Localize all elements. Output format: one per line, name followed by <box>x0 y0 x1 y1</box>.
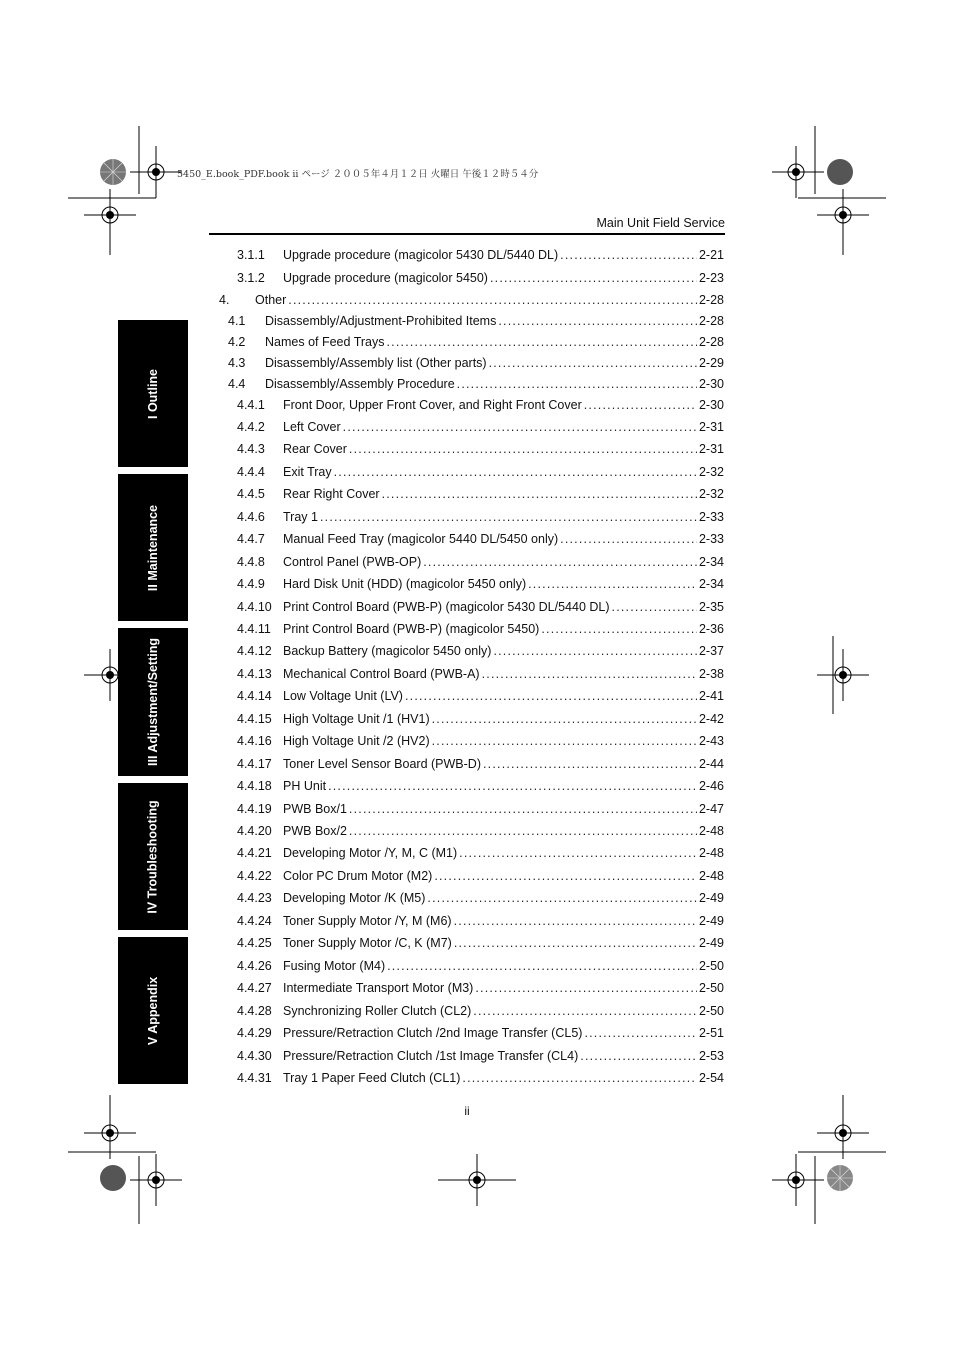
toc-page-number: 2-28 <box>698 335 724 349</box>
running-header: Main Unit Field Service <box>596 216 725 230</box>
toc-section-number: 4.4.10 <box>237 600 272 614</box>
toc-section-title: Hard Disk Unit (HDD) (magicolor 5450 only) <box>283 577 527 591</box>
toc-section-number: 3.1.2 <box>237 271 265 285</box>
toc-section-number: 4.4.22 <box>237 869 272 883</box>
toc-section-number: 4.4.8 <box>237 555 265 569</box>
toc-section-number: 4.4.23 <box>237 891 272 905</box>
toc-section-title: Print Control Board (PWB-P) (magicolor 5430 DL/5440 DL) <box>283 600 610 614</box>
toc-page-number: 2-33 <box>698 532 724 546</box>
toc-page-number: 2-51 <box>698 1026 724 1040</box>
toc-section-number: 4.4.20 <box>237 824 272 838</box>
toc-section-number: 4.4.2 <box>237 420 265 434</box>
toc-section-title: Pressure/Retraction Clutch /1st Image Transfer (CL4) <box>283 1049 579 1063</box>
tab-label: I Outline <box>146 368 160 419</box>
toc-section-title: Developing Motor /K (M5) <box>283 891 426 905</box>
toc-page-number: 2-31 <box>698 420 724 434</box>
toc-section-title: Disassembly/Assembly list (Other parts) <box>265 356 487 370</box>
toc-section-title: Intermediate Transport Motor (M3) <box>283 981 474 995</box>
toc-section-title: Upgrade procedure (magicolor 5450) <box>283 271 488 285</box>
toc-section-title: Upgrade procedure (magicolor 5430 DL/5440 DL) <box>283 248 559 262</box>
toc-page-number: 2-30 <box>698 398 724 412</box>
toc-section-number: 4.4.15 <box>237 712 272 726</box>
toc-section-number: 4.4.25 <box>237 936 272 950</box>
toc-page-number: 2-41 <box>698 689 724 703</box>
toc-section-number: 4.4.11 <box>237 622 271 636</box>
toc-section-title: Disassembly/Adjustment-Prohibited Items <box>265 314 497 328</box>
toc-section-number: 4.4.1 <box>237 398 265 412</box>
toc-section-number: 4.4.18 <box>237 779 272 793</box>
toc-section-number: 4.3 <box>228 356 246 370</box>
toc-section-title: Rear Right Cover <box>283 487 380 501</box>
toc-section-title: Synchronizing Roller Clutch (CL2) <box>283 1004 472 1018</box>
toc-page-number: 2-32 <box>698 465 724 479</box>
toc-page-number: 2-49 <box>698 891 724 905</box>
toc-section-title: Manual Feed Tray (magicolor 5440 DL/5450 only) <box>283 532 559 546</box>
toc-section-title: Tray 1 <box>283 510 318 524</box>
toc-section-title: Color PC Drum Motor (M2) <box>283 869 433 883</box>
toc-page-number: 2-50 <box>698 959 724 973</box>
toc-page-number: 2-44 <box>698 757 724 771</box>
toc-page-number: 2-49 <box>698 914 724 928</box>
toc-section-number: 4.4 <box>228 377 246 391</box>
toc-page-number: 2-30 <box>698 377 724 391</box>
toc-page-number: 2-29 <box>698 356 724 370</box>
toc-section-number: 4.4.27 <box>237 981 272 995</box>
toc-page-number: 2-28 <box>698 314 724 328</box>
toc-section-number: 4.4.17 <box>237 757 272 771</box>
toc-section-number: 4.2 <box>228 335 246 349</box>
toc-page-number: 2-31 <box>698 442 724 456</box>
toc-section-number: 4.4.5 <box>237 487 265 501</box>
toc-page-number: 2-53 <box>698 1049 724 1063</box>
toc-page-number: 2-34 <box>698 577 724 591</box>
toc-section-title: Control Panel (PWB-OP) <box>283 555 422 569</box>
toc-section-title: Mechanical Control Board (PWB-A) <box>283 667 480 681</box>
toc-section-number: 4.4.13 <box>237 667 272 681</box>
page-number: ii <box>464 1104 470 1118</box>
toc-section-title: Developing Motor /Y, M, C (M1) <box>283 846 458 860</box>
print-slug: 5450_E.book_PDF.book ii ページ ２００５年４月１２日 火曜日 午後１２時５４分 <box>177 169 539 180</box>
toc-section-number: 4.4.3 <box>237 442 265 456</box>
toc-page-number: 2-32 <box>698 487 724 501</box>
toc-page-number: 2-36 <box>698 622 724 636</box>
toc-section-number: 3.1.1 <box>237 248 265 262</box>
toc-page-number: 2-28 <box>698 293 724 307</box>
toc-section-number: 4.4.14 <box>237 689 272 703</box>
toc-section-number: 4.4.16 <box>237 734 272 748</box>
tab-label: IV Troubleshooting <box>146 799 161 914</box>
toc-page-number: 2-38 <box>698 667 724 681</box>
toc-section-title: Tray 1 Paper Feed Clutch (CL1) <box>283 1071 461 1085</box>
toc-page-number: 2-50 <box>698 981 724 995</box>
toc-section-number: 4.4.4 <box>237 465 265 479</box>
toc-section-number: 4.4.6 <box>237 510 265 524</box>
toc-page-number: 2-48 <box>698 869 724 883</box>
toc-page-number: 2-48 <box>698 824 724 838</box>
toc-section-title: Pressure/Retraction Clutch /2nd Image Transfer (CL5) <box>283 1026 583 1040</box>
toc-section-number: 4.4.26 <box>237 959 272 973</box>
toc-section-title: Front Door, Upper Front Cover, and Right Front Cover <box>283 398 582 412</box>
toc-section-title: Other <box>255 293 287 307</box>
toc-section-number: 4.1 <box>228 314 246 328</box>
toc-page-number: 2-42 <box>698 712 724 726</box>
toc-section-number: 4.4.31 <box>237 1071 272 1085</box>
toc-section-title: Toner Level Sensor Board (PWB-D) <box>283 757 481 771</box>
toc-section-number: 4.4.7 <box>237 532 265 546</box>
toc-section-title: PWB Box/2 <box>283 824 347 838</box>
toc-page-number: 2-35 <box>698 600 724 614</box>
toc-section-title: PWB Box/1 <box>283 802 347 816</box>
tab-label: II Maintenance <box>146 504 161 591</box>
toc-page-number: 2-21 <box>698 248 724 262</box>
toc-section-title: Toner Supply Motor /Y, M (M6) <box>283 914 452 928</box>
toc-section-number: 4.4.24 <box>237 914 272 928</box>
toc-section-title: Left Cover <box>283 420 341 434</box>
toc-page-number: 2-37 <box>698 644 724 658</box>
toc-section-number: 4.4.29 <box>237 1026 272 1040</box>
toc-page-number: 2-49 <box>698 936 724 950</box>
tab-label: V Appendix <box>145 976 160 1045</box>
toc-section-number: 4.4.9 <box>237 577 265 591</box>
toc-section-title: Rear Cover <box>283 442 347 456</box>
toc-page-number: 2-46 <box>698 779 724 793</box>
toc-page-number: 2-23 <box>698 271 724 285</box>
tab-label: III Adjustment/Setting <box>146 637 161 767</box>
toc-section-title: Names of Feed Trays <box>265 335 385 349</box>
toc-section-number: 4.4.19 <box>237 802 272 816</box>
toc-section-title: High Voltage Unit /1 (HV1) <box>283 712 430 726</box>
toc-section-title: Low Voltage Unit (LV) <box>283 689 403 703</box>
toc-page-number: 2-33 <box>698 510 724 524</box>
toc-section-number: 4.4.12 <box>237 644 272 658</box>
toc-section-title: Fusing Motor (M4) <box>283 959 386 973</box>
toc-page-number: 2-50 <box>698 1004 724 1018</box>
toc-page-number: 2-43 <box>698 734 724 748</box>
toc-page-number: 2-47 <box>698 802 724 816</box>
toc-section-number: 4.4.28 <box>237 1004 272 1018</box>
toc-page-number: 2-54 <box>698 1071 724 1085</box>
toc-section-title: PH Unit <box>283 779 327 793</box>
toc-section-title: Toner Supply Motor /C, K (M7) <box>283 936 452 950</box>
toc-section-number: 4.4.21 <box>237 846 272 860</box>
toc-section-title: Print Control Board (PWB-P) (magicolor 5450) <box>283 622 540 636</box>
toc-page-number: 2-48 <box>698 846 724 860</box>
toc-page-number: 2-34 <box>698 555 724 569</box>
toc-section-title: Disassembly/Assembly Procedure <box>265 377 455 391</box>
toc-section-number: 4.4.30 <box>237 1049 272 1063</box>
toc-section-title: High Voltage Unit /2 (HV2) <box>283 734 430 748</box>
toc-section-title: Exit Tray <box>283 465 332 479</box>
toc-section-number: 4. <box>219 293 230 307</box>
toc-section-title: Backup Battery (magicolor 5450 only) <box>283 644 492 658</box>
